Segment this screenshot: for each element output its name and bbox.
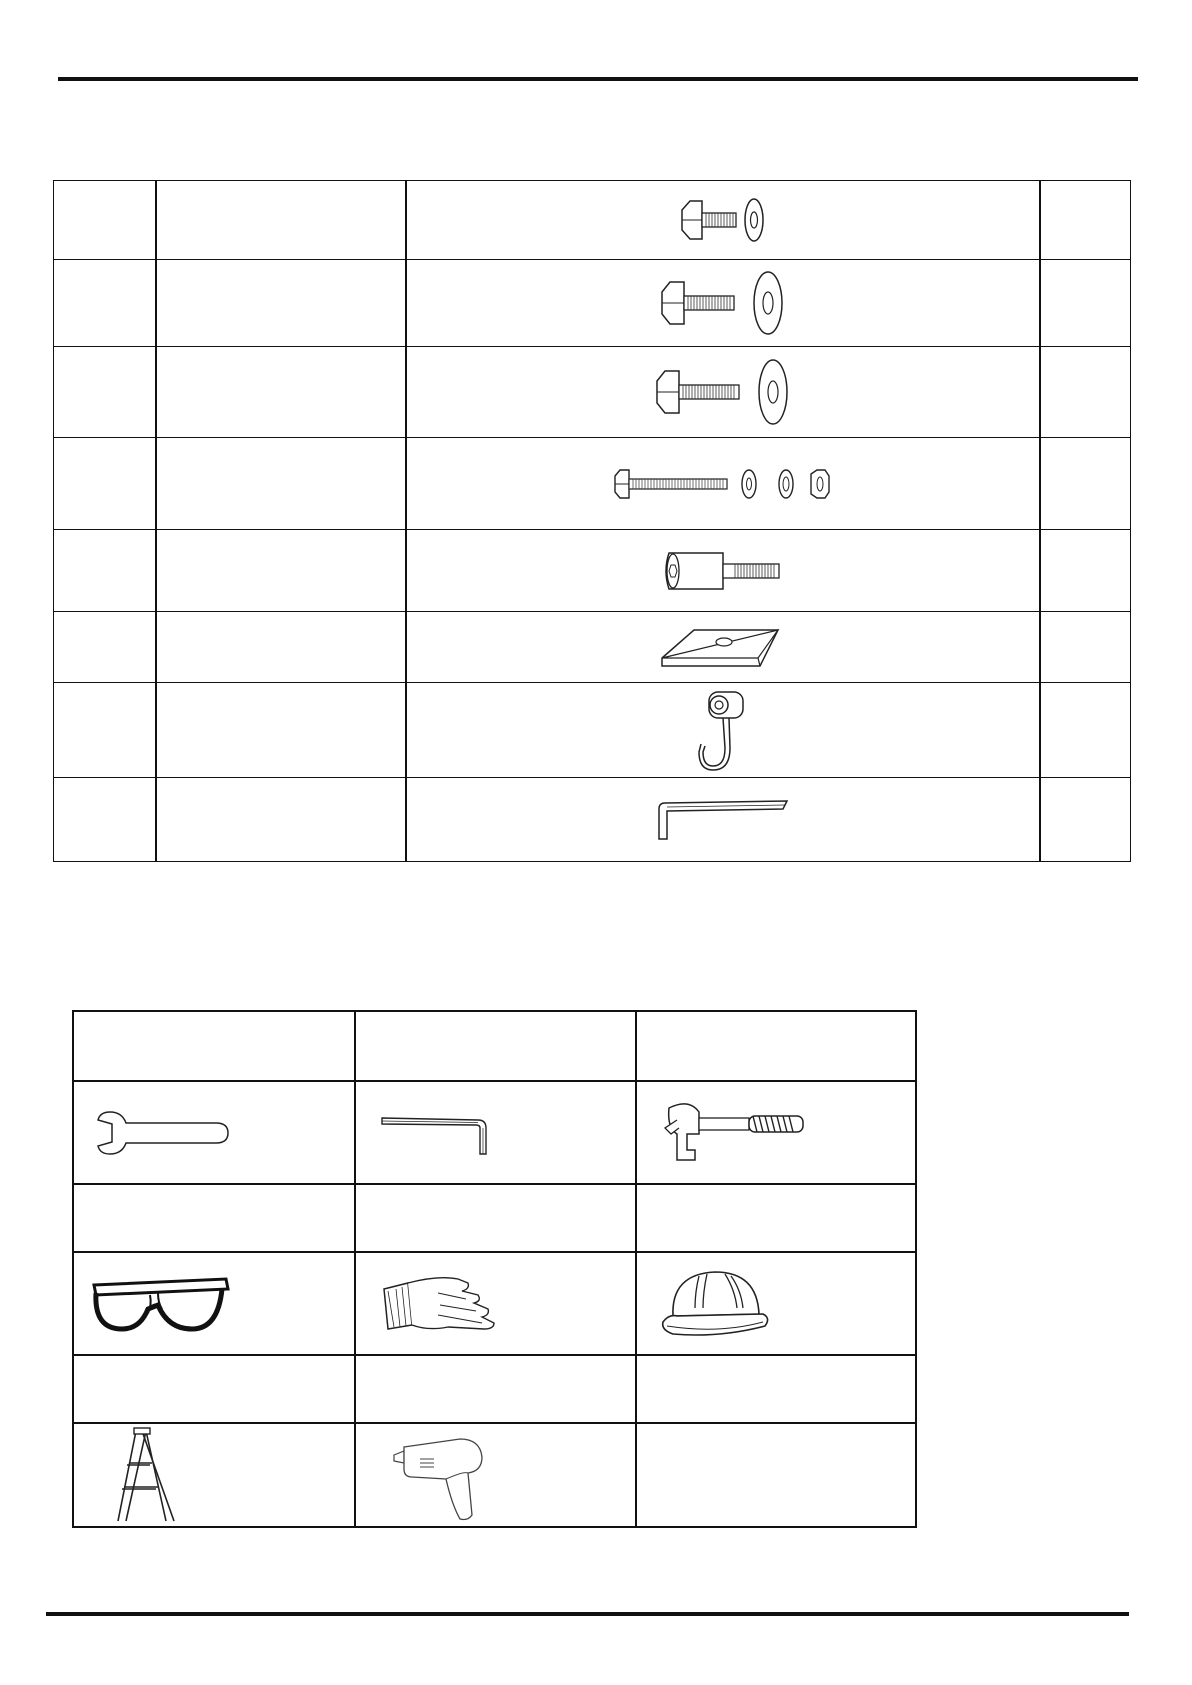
part-qty [1041, 683, 1130, 777]
tool-label [356, 1012, 635, 1080]
part-number [54, 181, 155, 259]
part-number [54, 530, 155, 611]
part-qty [1041, 438, 1130, 529]
part-description [157, 683, 405, 777]
hammer-icon [649, 1082, 915, 1183]
part-description [157, 260, 405, 346]
tool-label [356, 1356, 635, 1422]
tool-label [74, 1185, 354, 1251]
wedge-block-icon [406, 612, 1039, 682]
part-qty [1041, 347, 1130, 437]
step-ladder-icon [102, 1424, 352, 1526]
hex-bolt-with-washer-icon [406, 181, 1039, 259]
tool-label [637, 1356, 917, 1422]
part-description [157, 612, 405, 682]
long-hex-bolt-with-large-washer-icon [406, 347, 1039, 437]
hardware-row [54, 438, 1130, 530]
part-qty [1041, 260, 1130, 346]
part-description [157, 778, 405, 861]
hardware-row [54, 530, 1130, 612]
hardware-row [54, 612, 1130, 683]
hardware-table [53, 180, 1131, 862]
tool-label [637, 1012, 917, 1080]
part-number [54, 438, 155, 529]
power-drill-icon [380, 1424, 634, 1526]
tool-label [74, 1356, 354, 1422]
tool-label [356, 1185, 635, 1251]
col-divider [354, 1012, 356, 1526]
allen-key-icon [406, 778, 1039, 861]
tool-label [637, 1185, 917, 1251]
hex-bolt-with-large-washer-icon [406, 260, 1039, 346]
safety-glasses-icon [82, 1253, 354, 1354]
hardware-row [54, 260, 1130, 347]
part-number [54, 683, 155, 777]
hex-key-icon [368, 1082, 634, 1183]
long-bolt-washers-nut-icon [406, 438, 1039, 529]
hardware-row [54, 181, 1130, 260]
part-description [157, 181, 405, 259]
part-qty [1041, 778, 1130, 861]
part-description [157, 530, 405, 611]
socket-connector-bolt-icon [406, 530, 1039, 611]
part-number [54, 260, 155, 346]
hardware-row [54, 347, 1130, 438]
part-number [54, 612, 155, 682]
part-qty [1041, 530, 1130, 611]
part-description [157, 438, 405, 529]
wrench-icon [86, 1082, 352, 1183]
col-divider [635, 1012, 637, 1526]
gloves-icon [368, 1253, 634, 1354]
tools-table [72, 1010, 917, 1528]
part-number [54, 347, 155, 437]
part-number [54, 778, 155, 861]
part-description [157, 347, 405, 437]
hardware-row [54, 778, 1130, 861]
part-qty [1041, 181, 1130, 259]
tool-label [74, 1012, 354, 1080]
hard-hat-icon [649, 1253, 915, 1354]
hardware-row [54, 683, 1130, 778]
hook-pulley-icon [406, 683, 1039, 777]
top-rule [58, 77, 1138, 81]
bottom-rule [46, 1612, 1129, 1616]
part-qty [1041, 612, 1130, 682]
